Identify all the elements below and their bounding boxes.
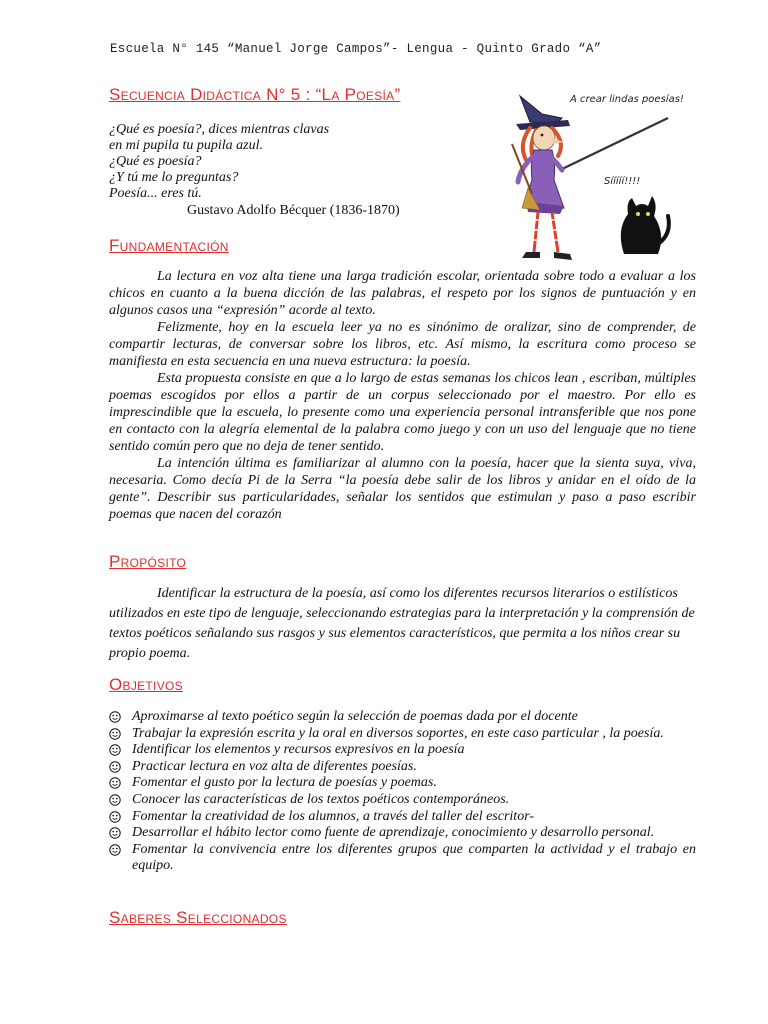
smiley-icon — [109, 728, 121, 740]
paragraph: Identificar la estructura de la poesía, así como los diferentes recursos literarios o estilísticos utilizados en este tipo de lenguaje, seleccionando estrategias para la interpretación y la comprensión de textos poéticos señalando sus rasgos y sus elementos característicos, que permita a los niños crear su propio poema. — [109, 586, 695, 661]
paragraph: Esta propuesta consiste en que a lo largo de estas semanas los chicos lean , escriban, múltiples poemas escogidos por ellos a partir de un corpus seleccionado por el maestro. Por ello es imprescindible que la escuela, lo presente como una experiencia personal intransferible que nos pone en contacto con la alegría elemental de la palabra como juego y con un uso del lenguaje que no tiene sentido común pero que no deja de tener sentido. — [109, 371, 696, 454]
fundamentacion-body — [109, 268, 696, 523]
page-title: Secuencia Didáctica N° 5 : “La Poesía” — [109, 85, 401, 104]
objective-text: Fomentar la creatividad de los alumnos, a través del taller del escritor- — [132, 808, 535, 824]
list-item — [109, 792, 696, 809]
smiley-icon — [109, 711, 121, 723]
smiley-icon — [109, 777, 121, 789]
proposito-heading: Propósito — [109, 552, 187, 571]
list-item — [109, 825, 696, 842]
objective-text: Fomentar la convivencia entre los diferentes grupos que comparten la actividad y el trabajo en equipo. — [132, 841, 696, 874]
paragraph: La lectura en voz alta tiene una larga tradición escolar, orientada sobre todo a evaluar a los chicos en cuanto a la buena dicción de las palabras, el respeto por los signos de puntuación y en algunos casos una “expresión” acorde al texto. — [109, 269, 696, 318]
epigraph-poem — [109, 122, 489, 219]
poem-line: en mi pupila tu pupila azul. — [109, 138, 263, 153]
poem-line: ¿Qué es poesía?, dices mientras clavas — [109, 122, 330, 137]
list-item — [109, 709, 696, 726]
school-header: Escuela N° 145 “Manuel Jorge Campos”- Lengua - Quinto Grado “A” — [110, 42, 602, 56]
smiley-icon — [109, 811, 121, 823]
objective-text: Desarrollar el hábito lector como fuente de aprendizaje, conocimiento y desarrollo personal. — [132, 825, 655, 841]
fundamentacion-heading: Fundamentación — [109, 236, 229, 255]
witch-and-cat-illustration — [512, 84, 684, 264]
paragraph: Felizmente, hoy en la escuela leer ya no es sinónimo de oralizar, sino de comprender, de compartir lecturas, de conversar sobre los libros, etc. Así mismo, la escritura como proceso se manifiesta en esta secuencia en una nueva estructura: la poesía. — [109, 320, 696, 369]
poem-line: ¿Qué es poesía? — [109, 154, 202, 169]
objective-text: Conocer las características de los textos poéticos contemporáneos. — [132, 791, 510, 807]
paragraph: La intención última es familiarizar al alumno con la poesía, hacer que la sienta suya, viva, necesaria. Como decía Pi de la Serra “la poesía debe salir de los libros y anidar en el oído de la gente”. Describir sus particularidades, señalar los sentidos que estimulan y paso a paso escribir poemas que nacen del corazón — [109, 456, 696, 522]
list-item — [109, 726, 696, 743]
smiley-icon — [109, 794, 121, 806]
proposito-body — [109, 584, 696, 664]
objective-text: Trabajar la expresión escrita y la oral en diversos soportes, en este caso particular , la poesía. — [132, 725, 664, 741]
poem-line: Poesía... eres tú. — [109, 186, 202, 201]
poem-line: ¿Y tú me lo preguntas? — [109, 170, 239, 185]
list-item — [109, 759, 696, 776]
objective-text: Identificar los elementos y recursos expresivos en la poesía — [132, 742, 465, 758]
smiley-icon — [109, 844, 121, 856]
objective-text: Practicar lectura en voz alta de diferentes poesías. — [132, 758, 417, 774]
objective-text: Aproximarse al texto poético según la selección de poemas dada por el docente — [132, 709, 578, 724]
list-item — [109, 775, 696, 792]
list-item — [109, 742, 696, 759]
illustration-sound: Sííííí!!!! — [604, 176, 641, 187]
poem-author: Gustavo Adolfo Bécquer (1836-1870) — [187, 203, 400, 218]
objective-text: Fomentar el gusto por la lectura de poesías y poemas. — [132, 775, 437, 791]
smiley-icon — [109, 744, 121, 756]
smiley-icon — [109, 827, 121, 839]
list-item — [109, 809, 696, 826]
smiley-icon — [109, 761, 121, 773]
illustration-caption: A crear lindas poesías! — [570, 94, 684, 105]
objetivos-list — [109, 709, 696, 875]
objetivos-heading: Objetivos — [109, 675, 183, 694]
saberes-heading: Saberes Seleccionados — [109, 908, 287, 927]
list-item — [109, 842, 696, 875]
